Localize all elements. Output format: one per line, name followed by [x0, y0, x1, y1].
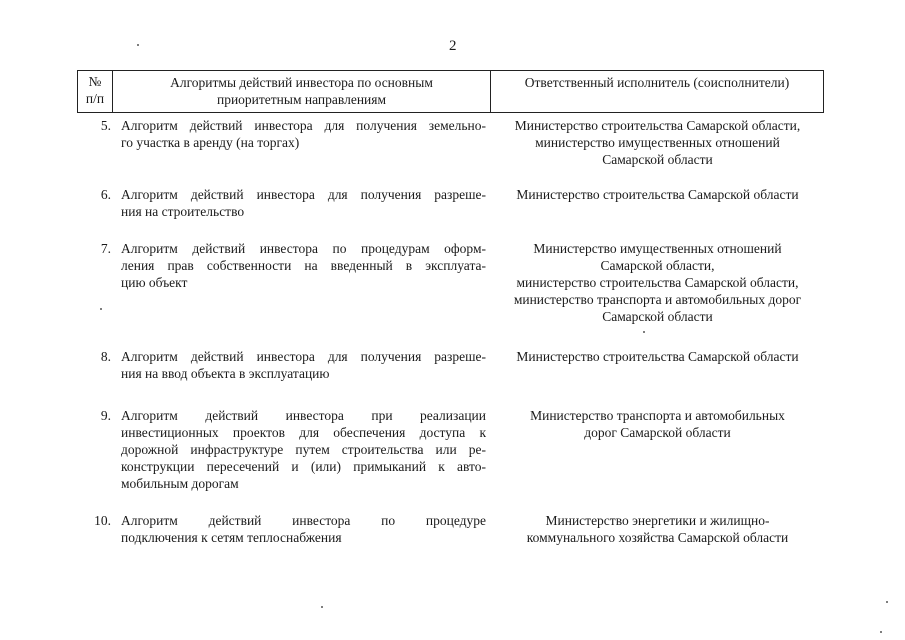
responsible-line: Министерство строительства Самарской области [516, 187, 799, 202]
algorithm-line: Алгоритм действий инвестора для получения земельно- [121, 118, 486, 133]
responsible-line: министерство транспорта и автомобильных дорог [513, 292, 802, 307]
header-responsible-cell [491, 71, 824, 113]
algorithm-line: цию объект [121, 275, 188, 290]
header-number-cell [78, 71, 113, 113]
row-algorithm [121, 512, 486, 546]
row-responsible [491, 512, 824, 546]
responsible-line: Самарской области [602, 152, 713, 167]
responsible-line: Самарской области, [600, 258, 715, 273]
row-responsible [491, 407, 824, 441]
algorithm-line: ния на ввод объекта в эксплуатацию [121, 366, 330, 381]
row-number: 9. [100, 408, 111, 423]
row-algorithm [121, 240, 486, 291]
algorithm-line: дорожной инфраструктуре путем строительства или ре- [121, 442, 486, 457]
row-responsible [491, 117, 824, 168]
algorithm-line: го участка в аренду (на торгах) [121, 135, 300, 150]
responsible-line: Министерство энергетики и жилищно- [545, 513, 770, 528]
header-algorithm-line: приоритетным направлениям [216, 92, 387, 107]
row-algorithm [121, 348, 486, 382]
header-number-sublabel: п/п [85, 91, 105, 106]
header-responsible-label: Ответственный исполнитель (соисполнители) [524, 75, 790, 90]
row-number: 8. [100, 349, 111, 364]
responsible-line: дорог Самарской области [584, 425, 731, 440]
algorithm-line: конструкции пересечений и (или) примыканий к авто- [121, 459, 486, 474]
algorithm-line: ния на строительство [121, 204, 245, 219]
row-algorithm [121, 117, 486, 151]
algorithm-line: ления прав собственности на введенный в эксплуата- [121, 258, 486, 273]
row-responsible [491, 348, 824, 365]
row-number: 6. [100, 187, 111, 202]
header-algorithm-cell [113, 71, 491, 113]
responsible-line: Министерство транспорта и автомобильных [530, 408, 785, 423]
algorithm-line: Алгоритм действий инвестора для получения разреше- [121, 187, 486, 202]
responsible-line: Министерство имущественных отношений [533, 241, 782, 256]
algorithm-line: Алгоритм действий инвестора по процедуре [121, 513, 486, 528]
scan-speck [643, 331, 645, 333]
responsible-line: коммунального хозяйства Самарской области [526, 530, 789, 545]
scan-speck [137, 44, 139, 46]
header-algorithm-line: Алгоритмы действий инвестора по основным [170, 75, 433, 90]
scan-speck [321, 606, 323, 608]
algorithm-line: мобильным дорогам [121, 476, 239, 491]
responsible-line: Министерство строительства Самарской области [516, 349, 799, 364]
responsible-line: Министерство строительства Самарской области, [514, 118, 801, 133]
row-number: 5. [100, 118, 111, 133]
table-header [77, 70, 824, 113]
responsible-line: министерство строительства Самарской области, [516, 275, 799, 290]
scan-speck [880, 631, 882, 633]
algorithm-line: подключения к сетям теплоснабжения [121, 530, 342, 545]
algorithm-line: Алгоритм действий инвестора по процедурам оформ- [121, 241, 486, 256]
row-number: 10. [94, 513, 111, 528]
algorithm-line: инвестиционных проектов для обеспечения доступа к [121, 425, 486, 440]
row-number: 7. [100, 241, 111, 256]
page-number: 2 [449, 38, 457, 54]
algorithm-line: Алгоритм действий инвестора при реализации [121, 408, 486, 423]
row-responsible [491, 240, 824, 325]
scan-speck [100, 308, 102, 310]
row-responsible [491, 186, 824, 203]
header-number-label: № [88, 74, 102, 89]
row-algorithm [121, 186, 486, 220]
scan-speck [886, 601, 888, 603]
responsible-line: министерство имущественных отношений [535, 135, 780, 150]
row-algorithm [121, 407, 486, 492]
algorithm-line: Алгоритм действий инвестора для получения разреше- [121, 349, 486, 364]
responsible-line: Самарской области [602, 309, 713, 324]
